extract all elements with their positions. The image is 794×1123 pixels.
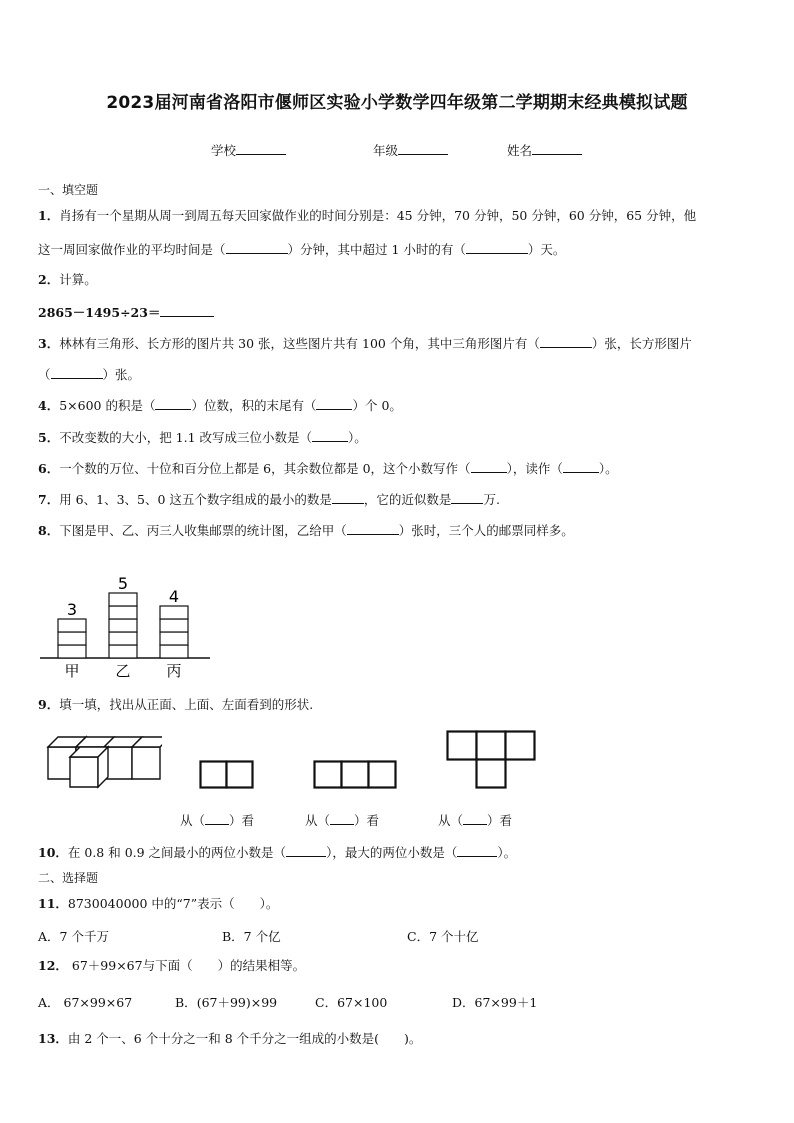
view-shape-1	[199, 760, 255, 790]
bar-unit	[160, 645, 188, 658]
grade-blank[interactable]	[398, 141, 448, 155]
question-13	[38, 1031, 421, 1047]
question-number: 10．	[38, 845, 68, 860]
question-text: 肖扬有一个星期从周一到周五每天回家做作业的时间分别是：45 分钟，70 分钟，50 分钟，60 分钟，65 分钟，他	[59, 208, 697, 223]
option-letter: B．	[175, 995, 197, 1010]
label-text: 从（	[438, 813, 464, 828]
question-text: ）。	[348, 430, 367, 445]
label-text: 从（	[180, 813, 206, 828]
school-blank[interactable]	[236, 141, 286, 155]
question-text: ）。	[598, 461, 618, 476]
answer-blank[interactable]	[312, 428, 348, 442]
question-8	[38, 521, 574, 539]
question-text: ），读作（	[506, 461, 563, 476]
question-text: ）张。	[102, 367, 141, 382]
section-multiple-choice: 二、选择题	[38, 871, 99, 885]
option-a[interactable]	[38, 993, 132, 1011]
expression: 67×99×67	[63, 995, 133, 1010]
question-text: 由 2 个一、6 个十分之一和 8 个千分之一组成的小数是( )。	[67, 1031, 422, 1046]
bar-unit	[58, 632, 86, 645]
bar-unit	[109, 606, 137, 619]
bar-unit	[109, 593, 137, 606]
cube-figure	[44, 733, 162, 789]
question-number: 3．	[38, 336, 60, 351]
answer-blank[interactable]	[457, 843, 497, 857]
answer-blank[interactable]	[463, 811, 487, 825]
expression: 67×99＋1	[474, 995, 538, 1010]
answer-blank[interactable]	[466, 240, 528, 254]
bar-value-label: 5	[117, 574, 129, 593]
school-label: 学校	[211, 143, 237, 158]
question-text: 林林有三角形、长方形的图片共 30 张，这些图片共有 100 个角，其中三角形图片有（	[59, 336, 540, 351]
question-11	[38, 896, 278, 912]
option-letter: C．	[315, 995, 338, 1010]
question-text: 下图是甲、乙、丙三人收集邮票的统计图，乙给甲（	[59, 523, 347, 538]
bar-unit	[58, 645, 86, 658]
question-number: 1．	[38, 208, 60, 223]
question-text: ）张时，三个人的邮票同样多。	[398, 523, 574, 538]
question-9	[38, 697, 313, 713]
category-label: 甲	[64, 662, 80, 680]
expression: (67＋99)×99	[196, 995, 278, 1010]
label-text: ）看	[354, 813, 380, 828]
answer-blank[interactable]	[471, 459, 507, 473]
question-text: ）位数，积的末尾有（	[191, 398, 317, 413]
answer-blank[interactable]	[540, 334, 592, 348]
bar-unit	[160, 606, 188, 619]
answer-blank[interactable]	[347, 521, 399, 535]
bar-value-label: 4	[168, 587, 180, 606]
question-4	[38, 396, 402, 414]
expression: 2865－1495÷23＝	[38, 305, 161, 320]
answer-blank[interactable]	[563, 459, 599, 473]
bar-unit	[109, 619, 137, 632]
question-number: 13．	[38, 1031, 68, 1046]
question-text: ）天。	[527, 242, 566, 257]
bar-unit	[58, 619, 86, 632]
question-1-line-2	[38, 240, 565, 258]
answer-blank[interactable]	[286, 843, 326, 857]
question-text: ）分钟，其中超过 1 小时的有（	[287, 242, 466, 257]
question-3-line-2	[38, 365, 140, 383]
bar-unit	[109, 645, 137, 658]
expression: 67＋99×67	[71, 958, 143, 973]
category-label: 乙	[115, 662, 131, 680]
question-number: 11．	[38, 896, 68, 911]
option-c[interactable]	[315, 993, 387, 1011]
question-text: 5×600 的积是（	[59, 398, 156, 413]
category-label: 丙	[166, 662, 182, 680]
label-text: ）看	[229, 813, 255, 828]
question-7	[38, 490, 500, 508]
question-12	[38, 958, 305, 974]
question-text: 与下面（ ）的结果相等。	[142, 958, 306, 973]
question-text: 填一填，找出从正面、上面、左面看到的形状.	[59, 697, 314, 712]
option-b[interactable]	[175, 993, 277, 1011]
answer-blank[interactable]	[332, 490, 364, 504]
question-text: 一个数的万位、十位和百分位上都是 6，其余数位都是 0，这个小数写作（	[59, 461, 471, 476]
question-text: 在 0.8 和 0.9 之间最小的两位小数是（	[67, 845, 287, 860]
bar-unit	[160, 632, 188, 645]
expression: 67×100	[337, 995, 388, 1010]
question-number: 12．	[38, 958, 68, 973]
question-text: （	[38, 367, 51, 382]
question-6	[38, 459, 618, 477]
answer-blank[interactable]	[330, 811, 354, 825]
answer-blank[interactable]	[160, 303, 214, 317]
bar-unit	[109, 632, 137, 645]
option-letter: D．	[452, 995, 475, 1010]
question-text: 8730040000 中的“7”表示（ ）。	[67, 896, 279, 911]
grade-label: 年级	[373, 143, 399, 158]
grade-field	[373, 141, 448, 159]
question-3-line-1	[38, 334, 692, 352]
name-blank[interactable]	[532, 141, 582, 155]
question-number: 2．	[38, 272, 60, 287]
question-text: 不改变数的大小，把 1.1 改写成三位小数是（	[59, 430, 313, 445]
school-field	[211, 141, 286, 159]
question-text: ）张，长方形图片	[591, 336, 692, 351]
view-label-2	[305, 811, 379, 829]
question-2-expression	[38, 303, 214, 321]
answer-blank[interactable]	[51, 365, 103, 379]
question-5	[38, 428, 367, 446]
question-number: 5．	[38, 430, 60, 445]
question-number: 9．	[38, 697, 60, 712]
question-text: 这一周回家做作业的平均时间是（	[38, 242, 226, 257]
question-2	[38, 272, 97, 288]
view-shape-2	[313, 760, 397, 790]
question-text: ，它的近似数是	[363, 492, 452, 507]
stamp-chart	[38, 548, 218, 683]
name-label: 姓名	[507, 143, 533, 158]
view-label-3	[438, 811, 512, 829]
bar-value-label: 3	[66, 600, 78, 619]
page-title: 2023届河南省洛阳市偃师区实验小学数学四年级第二学期期末经典模拟试题	[106, 93, 688, 113]
question-10	[38, 843, 516, 861]
view-label-1	[180, 811, 254, 829]
bar-unit	[160, 619, 188, 632]
option-letter: A．	[38, 995, 60, 1010]
label-text: ）看	[487, 813, 513, 828]
chart-bar	[160, 606, 188, 658]
question-text: 万.	[483, 492, 500, 507]
question-number: 6．	[38, 461, 60, 476]
answer-blank[interactable]	[451, 490, 483, 504]
question-number: 4．	[38, 398, 60, 413]
option-a[interactable]: A．7 个千万	[38, 929, 109, 944]
question-text: ）。	[497, 845, 517, 860]
question-text: ）个 0。	[352, 398, 402, 413]
answer-blank[interactable]	[205, 811, 229, 825]
question-1-line-1	[38, 208, 696, 224]
question-text: 用 6、1、3、5、0 这五个数字组成的最小的数是	[59, 492, 332, 507]
chart-bar	[109, 593, 137, 658]
name-field	[507, 141, 582, 159]
view-shape-3	[446, 730, 536, 790]
section-fill-blank: 一、填空题	[38, 183, 99, 197]
question-number: 7．	[38, 492, 60, 507]
option-d[interactable]	[452, 993, 537, 1011]
answer-blank[interactable]	[316, 396, 352, 410]
option-b[interactable]: B．7 个亿	[222, 929, 281, 944]
question-text: 计算。	[59, 272, 97, 287]
answer-blank[interactable]	[226, 240, 288, 254]
question-number: 8．	[38, 523, 60, 538]
question-text: ），最大的两位小数是（	[326, 845, 458, 860]
option-c[interactable]: C．7 个十亿	[407, 929, 479, 944]
answer-blank[interactable]	[155, 396, 191, 410]
label-text: 从（	[305, 813, 331, 828]
chart-bar	[58, 619, 86, 658]
